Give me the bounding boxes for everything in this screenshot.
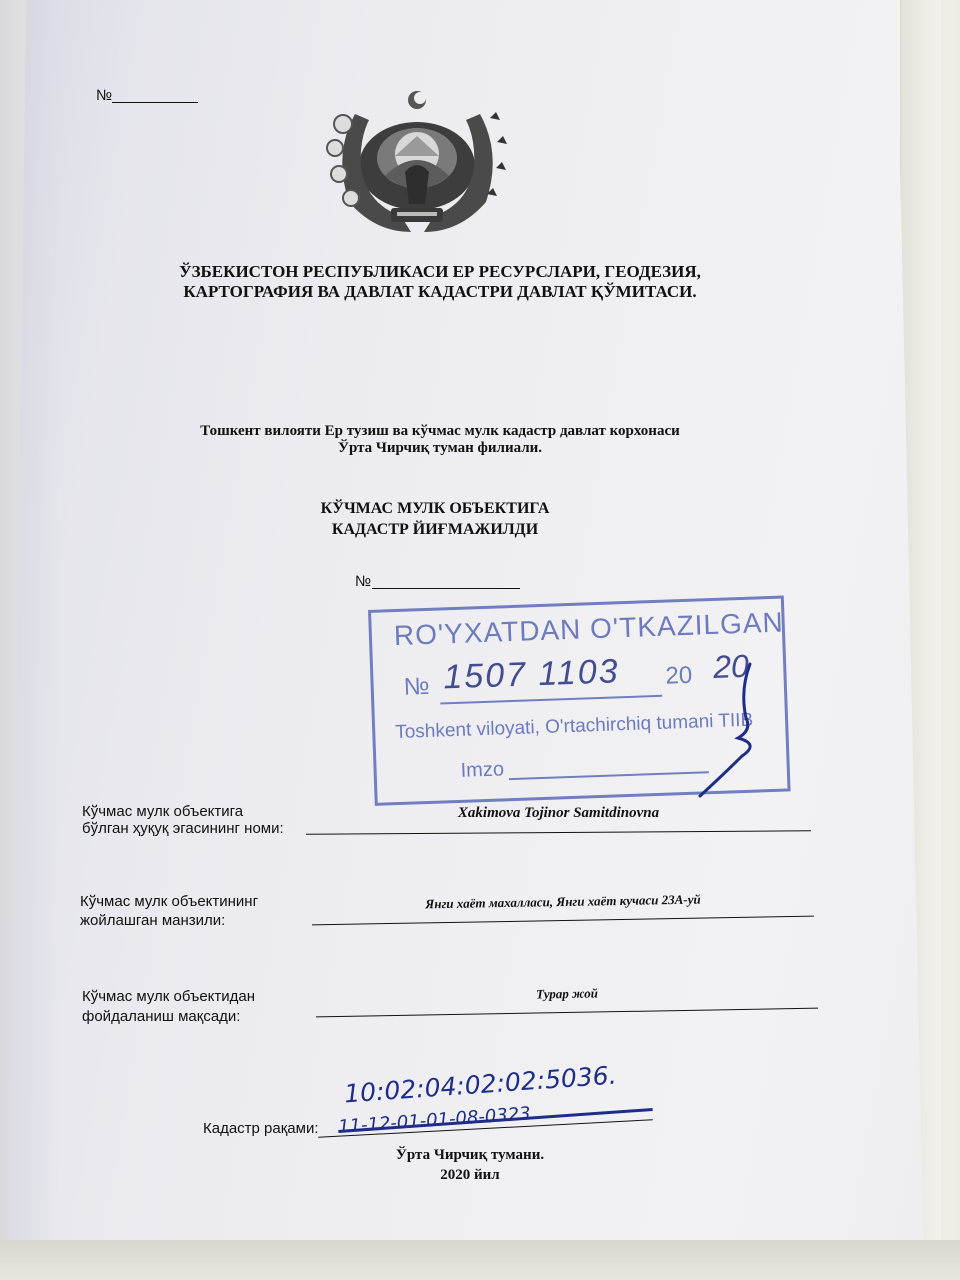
stamp-title: RO'YXATDAN O'TKAZILGAN <box>393 606 785 652</box>
branch-line1: Тошкент вилояти Ер тузиш ва кўчмас мулк кадастр давлат корхонаси <box>200 423 680 439</box>
purpose-value: Турар жой <box>535 985 598 1002</box>
stamp-year-handwritten: 20 <box>712 647 750 685</box>
page-shadow <box>0 0 60 1280</box>
branch-line2: Ўрта Чирчиқ туман филиали. <box>337 440 543 456</box>
address-label-line1: Кўчмас мулк объектининг <box>80 893 259 910</box>
owner-label-line1: Кўчмас мулк объектига <box>82 803 244 820</box>
document-title-line1: КЎЧМАС МУЛК ОБЪЕКТИГА <box>320 500 550 517</box>
table-surface <box>0 1240 960 1280</box>
stamp-year-prefix: 20 <box>665 661 693 690</box>
document-number-label: № <box>355 573 372 590</box>
purpose-label-line1: Кўчмас мулк объектидан <box>82 988 256 1005</box>
top-number-line <box>112 102 198 103</box>
stamp-region: Toshkent viloyati, O'rtachirchiq tumani TIIB <box>394 709 754 744</box>
cadastre-value-handwritten: 10:02:04:02:02:5036. <box>343 1060 618 1109</box>
footer-place: Ўрта Чирчиқ тумани. <box>395 1147 545 1163</box>
document-title-line2: КАДАСТР ЙИҒМАЖИЛДИ <box>331 521 539 538</box>
committee-title-line2: КАРТОГРАФИЯ ВА ДАВЛАТ КАДАСТРИ ДАВЛАТ ҚЎМИТАСИ. <box>183 282 697 301</box>
stamp-number-handwritten: 1507 1103 <box>442 652 621 697</box>
address-label-line2: жойлашган манзили: <box>80 912 226 929</box>
owner-value: Xakimova Tojinor Samitdinovna <box>457 805 660 821</box>
stamp-number-label: № <box>403 672 430 701</box>
address-value: Янги хаёт махалласи, Янги хаёт кучаси 23А-уй <box>425 891 701 912</box>
cadastre-label: Кадастр рақами: <box>203 1120 319 1137</box>
state-emblem-icon <box>315 84 520 244</box>
stamp-signature-line <box>509 771 709 780</box>
handwritten-signature <box>690 660 780 800</box>
stamp-signature-label: Imzo <box>460 758 505 782</box>
footer-year: 2020 йил <box>440 1167 500 1183</box>
purpose-label-line2: фойдаланиш мақсади: <box>82 1008 241 1025</box>
document-number-line <box>372 588 520 589</box>
owner-label-line2: бўлган ҳуқуқ эгасининг номи: <box>82 820 284 837</box>
committee-title-line1: ЎЗБЕКИСТОН РЕСПУБЛИКАСИ ЕР РЕСУРСЛАРИ, ГЕОДЕЗИЯ, <box>179 262 701 281</box>
cadastre-value-crossed: 11-12-01-01-08-0323 <box>337 1103 532 1138</box>
top-number-label: № <box>96 87 113 104</box>
